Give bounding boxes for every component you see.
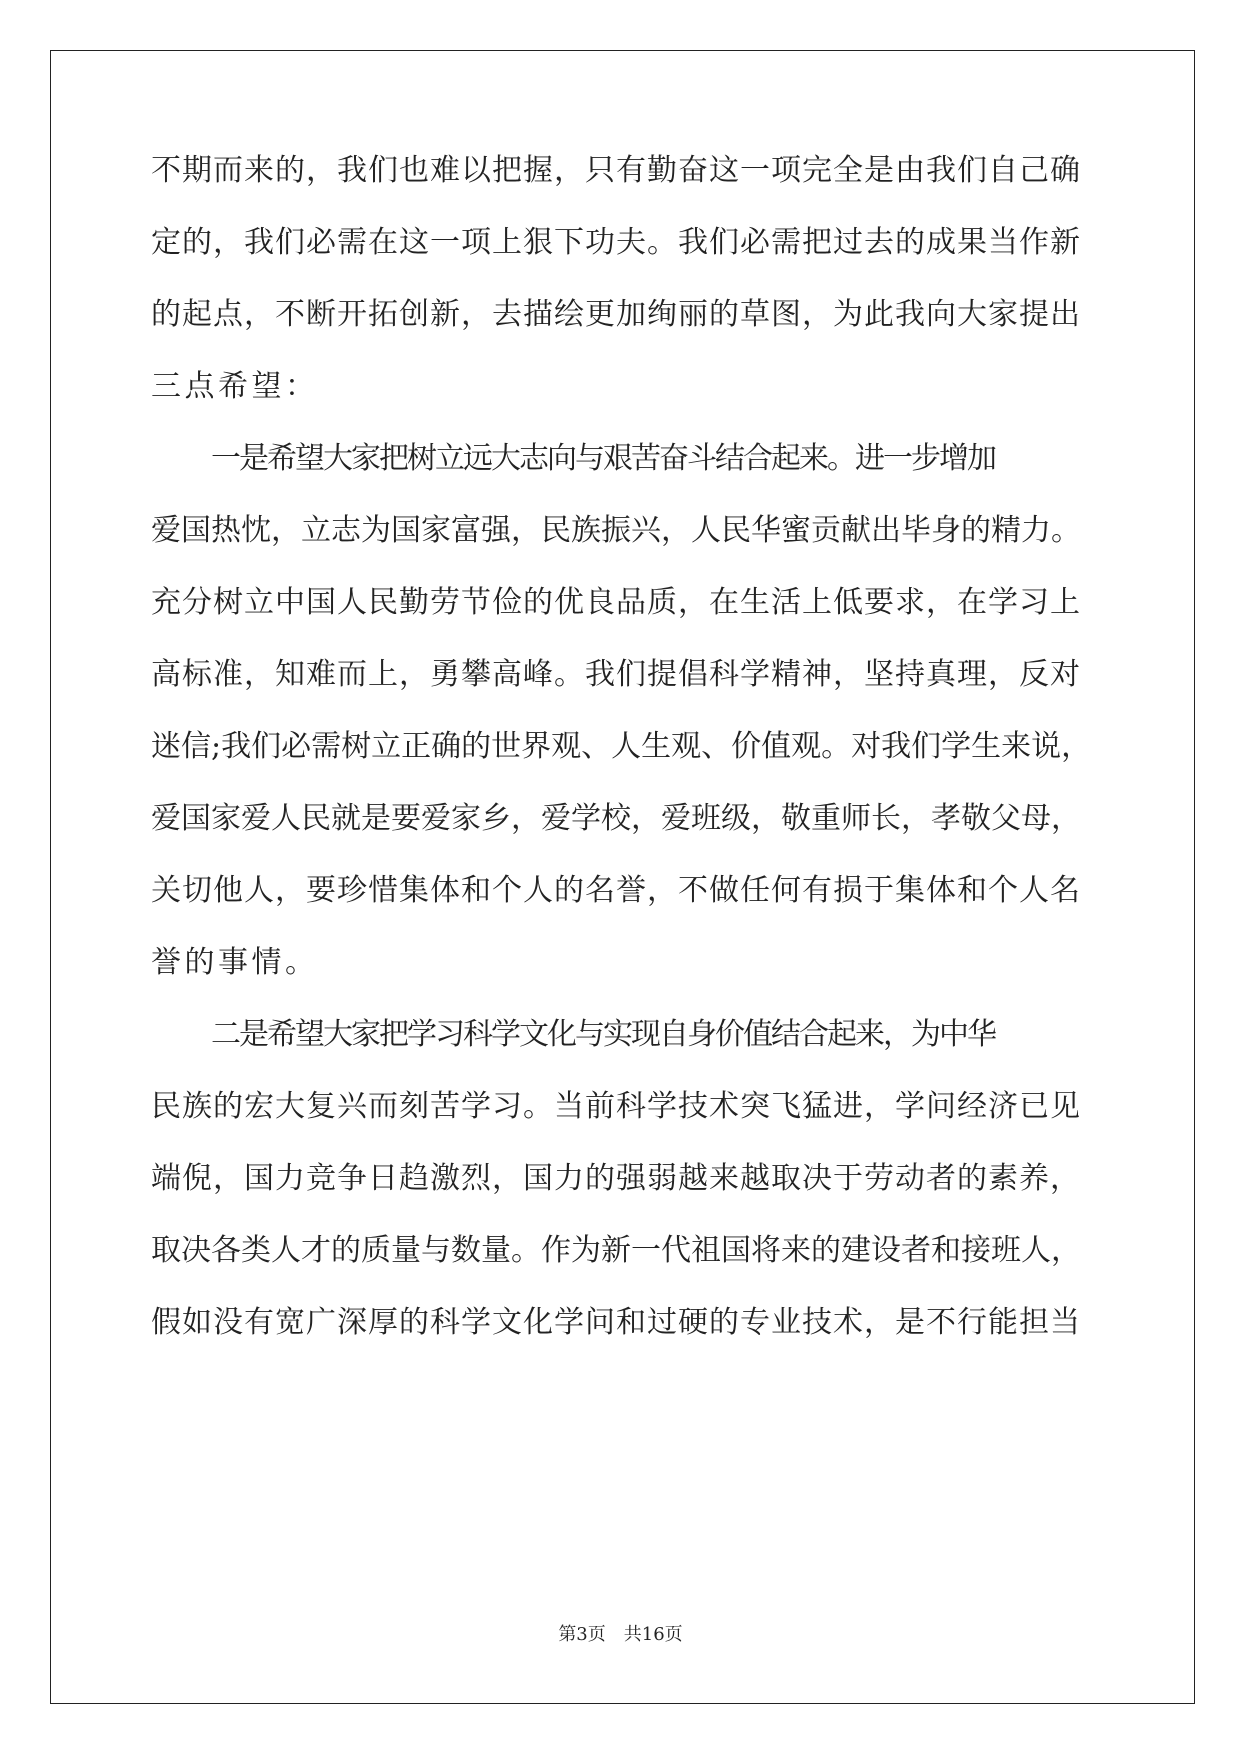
page-number-total: 共16页	[623, 1624, 683, 1645]
text-line: 三点希望：	[151, 369, 319, 404]
text-line: 定的，我们必需在这一项上狠下功夫。我们必需把过去的成果当作新	[151, 225, 1081, 260]
text-line: 取决各类人才的质量与数量。作为新一代祖国将来的建设者和接班人，	[151, 1233, 1081, 1268]
text-line: 充分树立中国人民勤劳节俭的优良品质，在生活上低要求，在学习上	[151, 585, 1081, 620]
text-line: 迷信;我们必需树立正确的世界观、人生观、价值观。对我们学生来说，	[151, 729, 1092, 764]
page-number-current: 第3页	[558, 1624, 606, 1645]
text-line: 不期而来的，我们也难以把握，只有勤奋这一项完全是由我们自己确	[151, 153, 1081, 188]
text-line: 端倪，国力竞争日趋激烈，国力的强弱越来越取决于劳动者的素养，	[151, 1161, 1081, 1196]
text-line: 关切他人，要珍惜集体和个人的名誉，不做任何有损于集体和个人名	[151, 873, 1081, 908]
text-line: 誉的事情。	[151, 945, 319, 980]
text-line: 一是希望大家把树立远大志向与艰苦奋斗结合起来。进一步增加	[211, 441, 995, 476]
text-line: 爱国热忱，立志为国家富强，民族振兴，人民华蜜贡献出毕身的精力。	[151, 513, 1081, 548]
text-line: 民族的宏大复兴而刻苦学习。当前科学技术突飞猛进，学问经济已见	[151, 1089, 1081, 1124]
text-line: 爱国家爱人民就是要爱家乡，爱学校，爱班级，敬重师长，孝敬父母，	[151, 801, 1081, 836]
page-footer	[0, 1623, 1241, 1647]
text-line: 的起点，不断开拓创新，去描绘更加绚丽的草图，为此我向大家提出	[151, 297, 1081, 332]
text-line: 高标准，知难而上，勇攀高峰。我们提倡科学精神，坚持真理，反对	[151, 657, 1081, 692]
text-line: 假如没有宽广深厚的科学文化学问和过硬的专业技术，是不行能担当	[151, 1305, 1081, 1340]
text-line: 二是希望大家把学习科学文化与实现自身价值结合起来，为中华	[211, 1017, 995, 1052]
